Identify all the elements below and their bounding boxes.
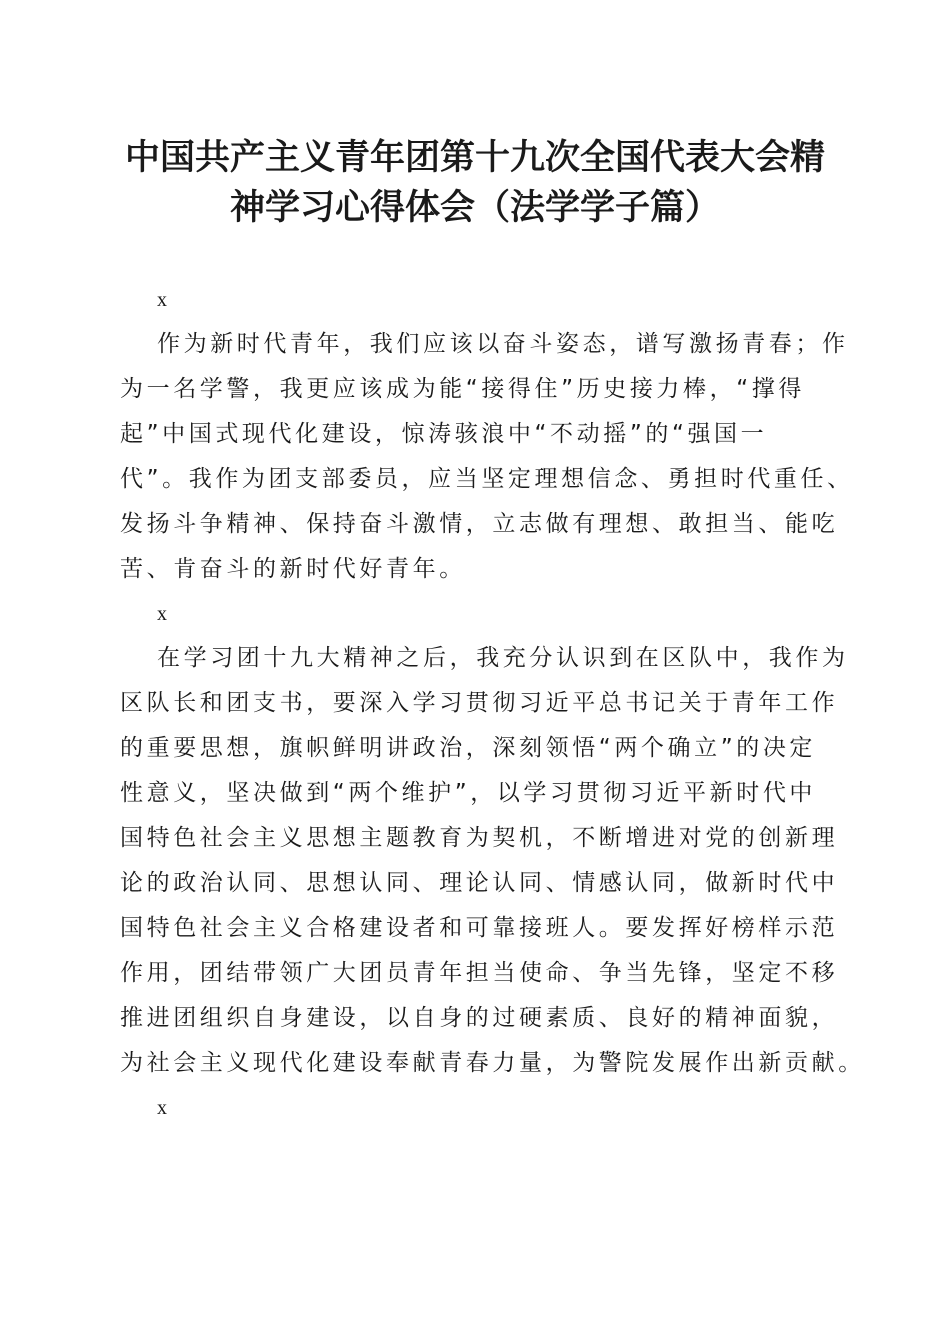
paragraph-line: 为社会主义现代化建设奉献青春力量，为警院发展作出新贡献。 (120, 1050, 865, 1076)
section-marker-1: x (157, 289, 167, 311)
title-line-2: 神学习心得体会（法学学子篇） (229, 187, 720, 228)
section-marker-2: x (157, 603, 167, 625)
paragraph-line: 在学习团十九大精神之后，我充分认识到在区队中，我作为 (157, 645, 849, 671)
document-title (60, 133, 890, 233)
paragraph-line: 性意义，坚决做到“两个维护”，以学习贯彻习近平新时代中 (120, 780, 817, 806)
document-body (120, 278, 865, 1130)
paragraph-line: 的重要思想，旗帜鲜明讲政治，深刻领悟“两个确立”的决定 (120, 735, 817, 761)
paragraph-line: 国特色社会主义思想主题教育为契机，不断增进对党的创新理 (120, 825, 839, 851)
paragraph-line: 为一名学警，我更应该成为能“接得住”历史接力棒，“撑得 (120, 376, 805, 402)
paragraph-line: 论的政治认同、思想认同、理论认同、情感认同，做新时代中 (120, 870, 839, 896)
paragraph-line: 起”中国式现代化建设，惊涛骇浪中“不动摇”的“强国一 (120, 421, 768, 447)
paragraph-line: 区队长和团支书，要深入学习贯彻习近平总书记关于青年工作 (120, 690, 839, 716)
paragraph-line: 作用，团结带领广大团员青年担当使命、争当先锋，坚定不移 (120, 960, 839, 986)
paragraph-line: 国特色社会主义合格建设者和可靠接班人。要发挥好榜样示范 (120, 915, 839, 941)
paragraph-line: 发扬斗争精神、保持奋斗激情，立志做有理想、敢担当、能吃 (120, 511, 839, 537)
title-line-1: 中国共产主义青年团第十九次全国代表大会精 (124, 137, 825, 178)
paragraph-line: 代”。我作为团支部委员，应当坚定理想信念、勇担时代重任、 (120, 466, 854, 492)
section-marker-3: x (157, 1097, 167, 1119)
paragraph-2 (120, 636, 865, 1086)
paragraph-1 (120, 322, 854, 592)
paragraph-line: 作为新时代青年，我们应该以奋斗姿态，谱写激扬青春；作 (157, 331, 849, 357)
paragraph-line: 苦、肯奋斗的新时代好青年。 (120, 556, 466, 582)
paragraph-line: 推进团组织自身建设，以自身的过硬素质、良好的精神面貌， (120, 1005, 839, 1031)
